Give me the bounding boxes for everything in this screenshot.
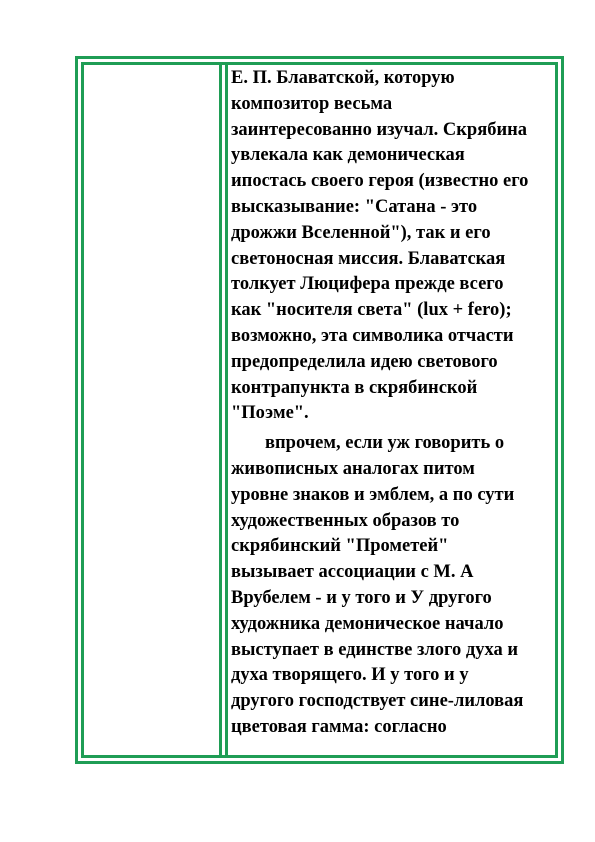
text-line: "Поэме". <box>231 403 309 424</box>
text-line: художественных образов то <box>231 510 460 531</box>
text-line: высказывание: "Сатана - это <box>231 196 478 217</box>
text-column <box>231 66 556 754</box>
text-line: скрябинский "Прометей" <box>231 536 449 557</box>
text-line: Е. П. Блаватской, которую <box>231 68 455 88</box>
text-line: уровне знаков и эмблем, а по сути <box>231 484 515 505</box>
text-line: выступает в единстве злого духа и <box>231 639 518 660</box>
text-line: светоносная миссия. Блаватская <box>231 248 506 269</box>
text-line: как "носителя света" (lux + fero); <box>231 300 512 321</box>
text-line: толкует Люцифера прежде всего <box>231 274 504 295</box>
text-line: композитор весьма <box>231 93 393 114</box>
text-line: Врубелем - и у того и У другого <box>231 587 492 608</box>
text-line: другого господствует сине-лиловая <box>231 691 524 712</box>
text-line: живописных аналогах питом <box>231 458 475 479</box>
paragraph-1 <box>231 66 556 427</box>
column-divider <box>225 62 228 758</box>
left-empty-cell <box>81 62 222 758</box>
text-line: возможно, эта символика отчасти <box>231 325 514 346</box>
text-line: контрапункта в скрябинской <box>231 377 478 398</box>
text-line: предопределила идею светового <box>231 351 498 372</box>
text-line: вызывает ассоциации с М. А <box>231 562 474 583</box>
text-line: увлекала как демоническая <box>231 145 465 166</box>
text-line: цветовая гамма: согласно <box>231 716 447 737</box>
text-line: заинтересованно изучал. Скрябина <box>231 119 528 140</box>
text-line: ипостась своего героя (известно его <box>231 171 529 192</box>
text-line: впрочем, если уж говорить о <box>265 433 505 454</box>
paragraph-2 <box>231 431 556 741</box>
text-line: дрожжи Вселенной"), так и его <box>231 222 491 243</box>
text-line: духа творящего. И у того и у <box>231 665 469 686</box>
text-line: художника демоническое начало <box>231 613 504 634</box>
